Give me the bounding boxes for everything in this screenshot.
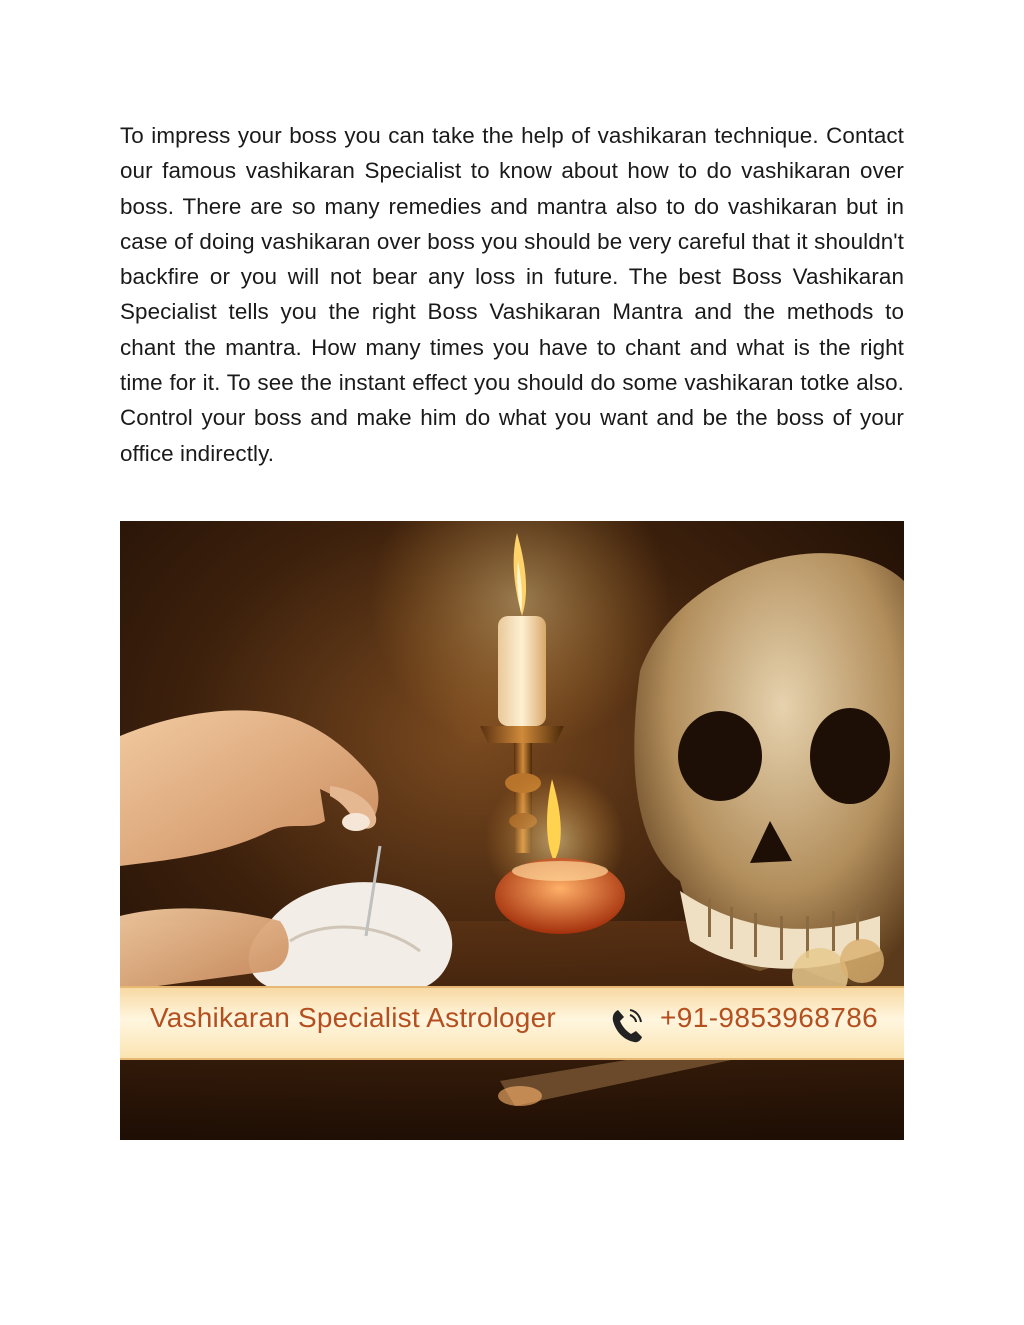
banner-phone: +91-9853968786 (660, 1002, 879, 1033)
body-paragraph: To impress your boss you can take the help of vashikaran technique. Contact our famous vashikaran Specialist to know about how to do vashikaran over boss. There are so many remedies and mantra also to do vashikaran but in case of doing vashikaran over boss you should be very careful that it shouldn't backfire or you will not bear any loss in future. The best Boss Vashikaran Specialist tells you the right Boss Vashikaran Mantra and the methods to chant the mantra. How many times you have to chant and what is the right time for it. To see the instant effect you should do some vashikaran totke also. Control your boss and make him do what you want and be the boss of your office indirectly. (120, 123, 904, 466)
banner-title: Vashikaran Specialist Astrologer (150, 1002, 556, 1033)
ritual-photo (120, 521, 904, 1140)
contact-banner (120, 986, 904, 1060)
phone-icon (610, 1006, 644, 1044)
